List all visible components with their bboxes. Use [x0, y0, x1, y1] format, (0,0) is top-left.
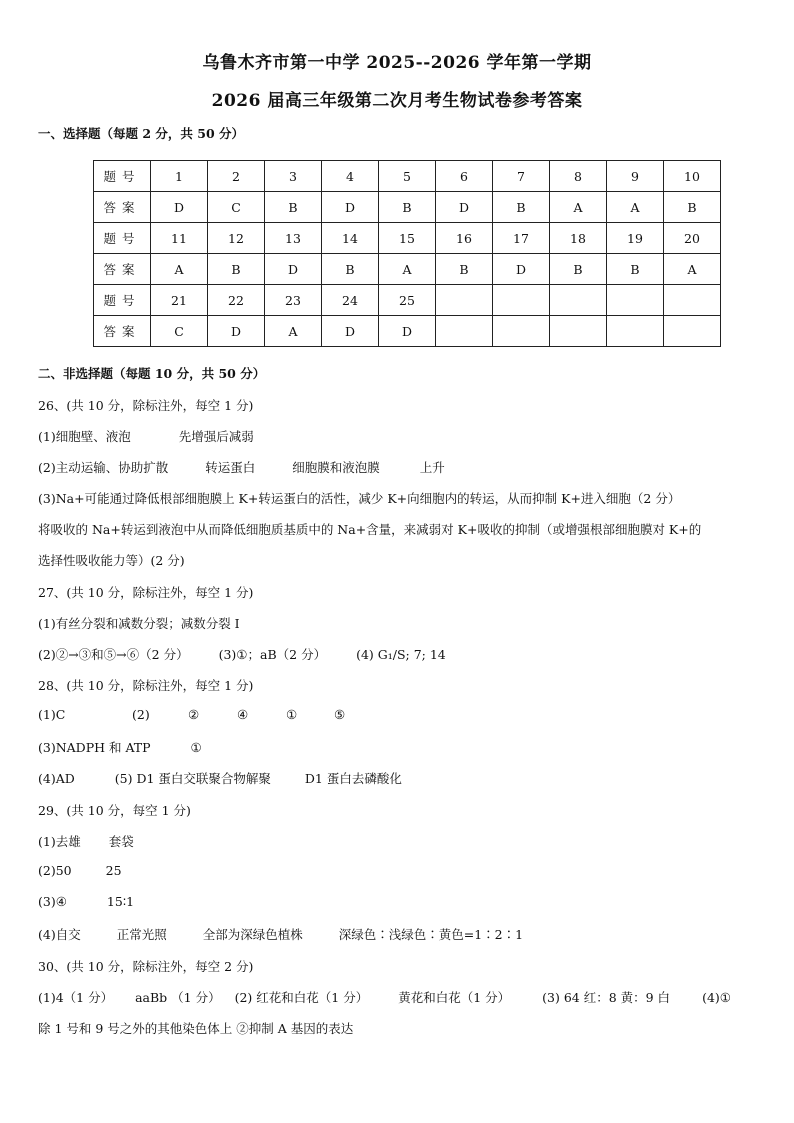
q26-line-5: 选择性吸收能力等）(2 分)	[38, 553, 185, 568]
row-label-answer: 答案	[94, 192, 151, 223]
section1-heading: 一、选择题（每题 2 分，共 50 分）	[38, 126, 245, 141]
answer-cell: D	[493, 254, 550, 285]
q26-2d: 上升	[419, 460, 445, 475]
question-number-row	[94, 161, 721, 192]
q29-line-4	[38, 925, 523, 943]
q29-4a: (4)自交	[38, 927, 81, 942]
answer-cell: C	[151, 316, 208, 347]
answer-cell: D	[322, 316, 379, 347]
title-line-1: 乌鲁木齐市第一中学 2025--2026 学年第一学期	[202, 53, 592, 73]
answer-cell: A	[607, 192, 664, 223]
question-number-cell: 1	[151, 161, 208, 192]
question-number-cell: 18	[550, 223, 607, 254]
q30-1c: (2) 红花和白花（1 分）	[234, 990, 369, 1005]
question-number-cell: 20	[664, 223, 721, 254]
q29-1b: 套袋	[108, 834, 134, 849]
question-number-cell: 13	[265, 223, 322, 254]
q26-line-4: 将吸收的 Na+转运到液泡中从而降低细胞质基质中的 Na+含量，来减弱对 K+吸收的抑制（或增强根部细胞膜对 K+的	[38, 522, 702, 537]
answer-cell	[664, 316, 721, 347]
answer-cell: B	[607, 254, 664, 285]
answer-cell: B	[493, 192, 550, 223]
question-number-cell: 17	[493, 223, 550, 254]
answer-cell: D	[151, 192, 208, 223]
question-number-cell: 2	[208, 161, 265, 192]
q29-4b: 正常光照	[116, 927, 167, 942]
q29-line-3	[38, 894, 134, 909]
q28-3a: (4)AD	[38, 771, 75, 786]
question-number-cell: 23	[265, 285, 322, 316]
q30-1b: aaBb （1 分）	[135, 990, 221, 1005]
question-number-cell: 3	[265, 161, 322, 192]
q30-1f: (4)①	[702, 990, 731, 1005]
answer-cell: A	[550, 192, 607, 223]
q28-line-3	[38, 769, 402, 787]
answer-row	[94, 254, 721, 285]
q26-heading: 26、(共 10 分，除标注外，每空 1 分)	[38, 398, 254, 413]
q29-line-1	[38, 832, 134, 850]
row-label-question: 题号	[94, 285, 151, 316]
q27-line-2	[38, 645, 446, 663]
q26-2a: (2)主动运输、协助扩散	[38, 460, 169, 475]
q28-1c: ②	[188, 707, 200, 722]
answer-cell: D	[322, 192, 379, 223]
q28-heading: 28、(共 10 分，除标注外，每空 1 分)	[38, 678, 254, 693]
q29-3a: (3)④	[38, 894, 67, 909]
q28-3c: D1 蛋白去磷酸化	[304, 771, 402, 786]
question-number-cell: 19	[607, 223, 664, 254]
row-label-answer: 答案	[94, 254, 151, 285]
q27-line-1: (1)有丝分裂和减数分裂；减数分裂 I	[38, 616, 240, 631]
question-number-cell: 16	[436, 223, 493, 254]
answer-cell: D	[379, 316, 436, 347]
answer-row	[94, 192, 721, 223]
q30-line-1	[38, 988, 731, 1006]
answer-cell: B	[379, 192, 436, 223]
answer-cell: B	[265, 192, 322, 223]
question-number-cell	[550, 285, 607, 316]
q29-3b: 15∶1	[106, 894, 135, 909]
answer-cell: D	[436, 192, 493, 223]
q28-3b: (5) D1 蛋白交联聚合物解聚	[114, 771, 271, 786]
q27-2a: (2)②→③和⑤→⑥（2 分）	[38, 647, 189, 662]
answer-cell: A	[151, 254, 208, 285]
answer-cell: B	[208, 254, 265, 285]
q29-4d: 深绿色∶浅绿色∶黄色=1∶2∶1	[338, 927, 524, 942]
q26-line-3: (3)Na+可能通过降低根部细胞膜上 K+转运蛋白的活性，减少 K+向细胞内的转运，从而抑制 K+进入细胞（2 分）	[38, 491, 681, 506]
q26-line-1	[38, 427, 254, 445]
question-number-cell: 21	[151, 285, 208, 316]
question-number-cell: 6	[436, 161, 493, 192]
q30-1e: (3) 64 红：8 黄：9 白	[542, 990, 671, 1005]
answer-cell: C	[208, 192, 265, 223]
answer-table	[93, 160, 721, 347]
answer-cell	[550, 316, 607, 347]
q29-line-2	[38, 863, 122, 878]
question-number-cell: 9	[607, 161, 664, 192]
q28-1e: ①	[286, 707, 298, 722]
q28-line-2	[38, 738, 202, 756]
q28-1f: ⑤	[334, 707, 346, 722]
row-label-question: 题号	[94, 161, 151, 192]
answer-cell: A	[379, 254, 436, 285]
q29-4c: 全部为深绿色植株	[202, 927, 303, 942]
q28-1d: ④	[237, 707, 249, 722]
question-number-row	[94, 285, 721, 316]
q30-1a: (1)4（1 分）	[38, 990, 114, 1005]
q28-1a: (1)C	[38, 707, 66, 722]
question-number-cell: 10	[664, 161, 721, 192]
question-number-cell: 22	[208, 285, 265, 316]
question-number-cell: 7	[493, 161, 550, 192]
answer-cell: B	[664, 192, 721, 223]
q28-line-1	[38, 707, 345, 722]
q28-2a: (3)NADPH 和 ATP	[38, 740, 151, 755]
q29-1a: (1)去雄	[38, 834, 81, 849]
q28-1b: (2)	[132, 707, 150, 722]
q29-heading: 29、(共 10 分，每空 1 分)	[38, 803, 191, 818]
question-number-cell	[436, 285, 493, 316]
row-label-answer: 答案	[94, 316, 151, 347]
question-number-row	[94, 223, 721, 254]
question-number-cell: 4	[322, 161, 379, 192]
answer-cell: B	[550, 254, 607, 285]
answer-cell	[607, 316, 664, 347]
question-number-cell	[607, 285, 664, 316]
q28-2b: ①	[190, 740, 202, 755]
answer-cell: A	[265, 316, 322, 347]
question-number-cell: 25	[379, 285, 436, 316]
question-number-cell	[493, 285, 550, 316]
answer-cell	[493, 316, 550, 347]
title-line-2: 2026 届高三年级第二次月考生物试卷参考答案	[211, 91, 583, 111]
q26-line-2	[38, 458, 445, 476]
answer-cell	[436, 316, 493, 347]
answer-row	[94, 316, 721, 347]
answer-cell: B	[322, 254, 379, 285]
q26-2c: 细胞膜和液泡膜	[292, 460, 380, 475]
section2-heading: 二、非选择题（每题 10 分，共 50 分）	[38, 366, 266, 381]
question-number-cell: 5	[379, 161, 436, 192]
q30-1d: 黄花和白花（1 分）	[398, 990, 511, 1005]
q27-heading: 27、(共 10 分，除标注外，每空 1 分)	[38, 585, 254, 600]
q26-1a: (1)细胞壁、液泡	[38, 429, 131, 444]
question-number-cell: 15	[379, 223, 436, 254]
answer-cell: D	[208, 316, 265, 347]
question-number-cell: 24	[322, 285, 379, 316]
answer-cell: A	[664, 254, 721, 285]
q30-heading: 30、(共 10 分，除标注外，每空 2 分)	[38, 959, 254, 974]
q29-2a: (2)50	[38, 863, 72, 878]
answer-cell: D	[265, 254, 322, 285]
q26-2b: 转运蛋白	[205, 460, 256, 475]
q30-line-2: 除 1 号和 9 号之外的其他染色体上 ②抑制 A 基因的表达	[38, 1021, 354, 1036]
q29-2b: 25	[105, 863, 122, 878]
question-number-cell: 11	[151, 223, 208, 254]
q27-2b: (3)①；aB（2 分）	[218, 647, 327, 662]
question-number-cell	[664, 285, 721, 316]
question-number-cell: 12	[208, 223, 265, 254]
question-number-cell: 8	[550, 161, 607, 192]
q26-1b: 先增强后减弱	[178, 429, 254, 444]
answer-cell: B	[436, 254, 493, 285]
q27-2c: (4) G₁/S; 7; 14	[356, 647, 446, 662]
row-label-question: 题号	[94, 223, 151, 254]
question-number-cell: 14	[322, 223, 379, 254]
